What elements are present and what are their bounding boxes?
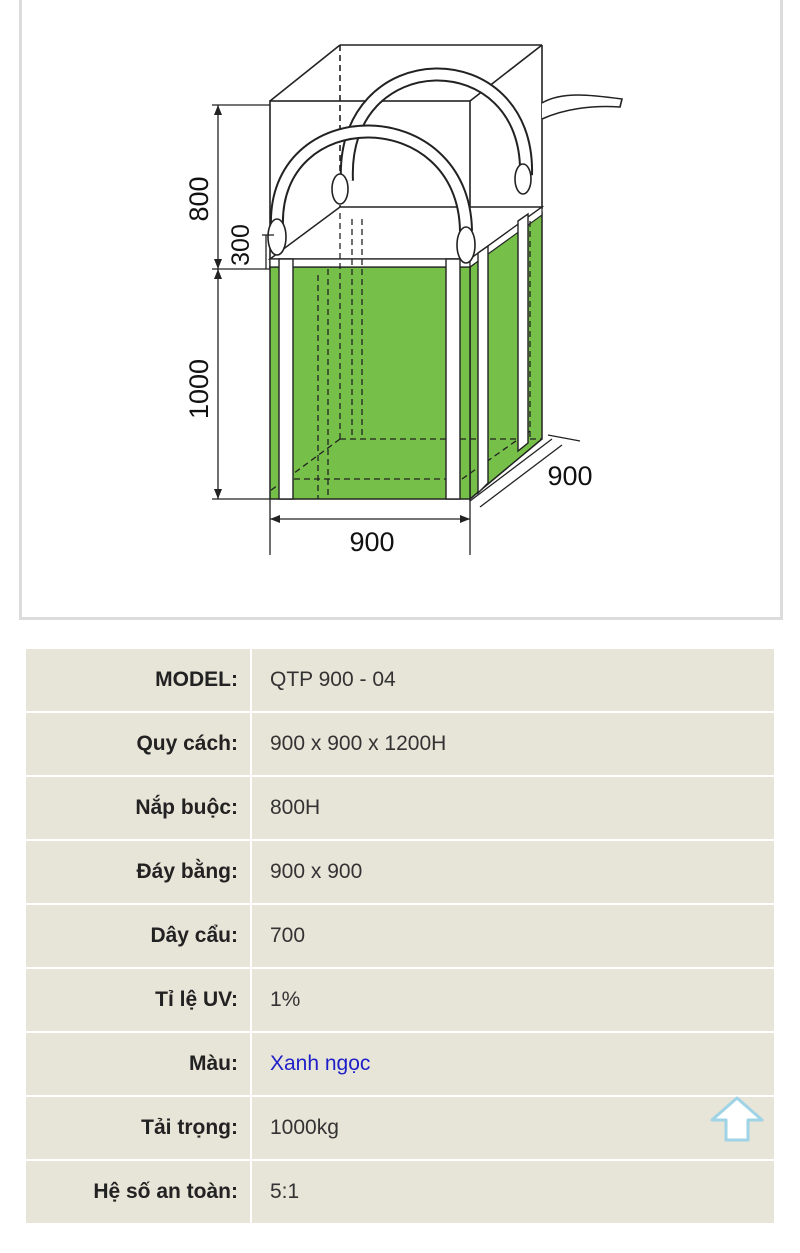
spec-label: Dây cẩu: bbox=[25, 904, 251, 968]
tie-string bbox=[542, 95, 622, 119]
dim-label-flap-height: 300 bbox=[227, 224, 255, 266]
spec-row-tai-trong bbox=[25, 1096, 775, 1160]
color-link[interactable]: Xanh ngọc bbox=[251, 1032, 775, 1096]
spec-value: 800H bbox=[251, 776, 775, 840]
spec-label: Tải trọng: bbox=[25, 1096, 251, 1160]
spec-row-day-bang bbox=[25, 840, 775, 904]
spec-label: Nắp buộc: bbox=[25, 776, 251, 840]
spec-label: Màu: bbox=[25, 1032, 251, 1096]
spec-row-model bbox=[25, 648, 775, 712]
spec-row-he-so-an-toan bbox=[25, 1160, 775, 1224]
spec-label: MODEL: bbox=[25, 648, 251, 712]
spec-value: 700 bbox=[251, 904, 775, 968]
spec-row-mau bbox=[25, 1032, 775, 1096]
spec-label: Hệ số an toàn: bbox=[25, 1160, 251, 1224]
up-arrow-icon[interactable] bbox=[708, 1094, 766, 1144]
spec-value: 900 x 900 x 1200H bbox=[251, 712, 775, 776]
jumbo-bag-diagram bbox=[22, 0, 780, 617]
spec-value: 1000kg bbox=[251, 1096, 775, 1160]
spec-row-quy-cach bbox=[25, 712, 775, 776]
dim-label-top-height: 800 bbox=[184, 176, 214, 222]
spec-row-nap-buoc bbox=[25, 776, 775, 840]
body-front-face bbox=[270, 267, 470, 499]
product-figure bbox=[19, 0, 783, 620]
spec-value: 900 x 900 bbox=[251, 840, 775, 904]
spec-value: 5:1 bbox=[251, 1160, 775, 1224]
dim-label-body-height: 1000 bbox=[184, 358, 214, 420]
spec-value: QTP 900 - 04 bbox=[251, 648, 775, 712]
dim-label-depth: 900 bbox=[547, 461, 593, 491]
spec-table bbox=[24, 647, 776, 1225]
spec-row-ti-le-uv bbox=[25, 968, 775, 1032]
spec-label: Đáy bằng: bbox=[25, 840, 251, 904]
spec-value: 1% bbox=[251, 968, 775, 1032]
spec-row-day-cau bbox=[25, 904, 775, 968]
spec-label: Quy cách: bbox=[25, 712, 251, 776]
spec-label: Tỉ lệ UV: bbox=[25, 968, 251, 1032]
dim-label-width: 900 bbox=[349, 527, 395, 557]
